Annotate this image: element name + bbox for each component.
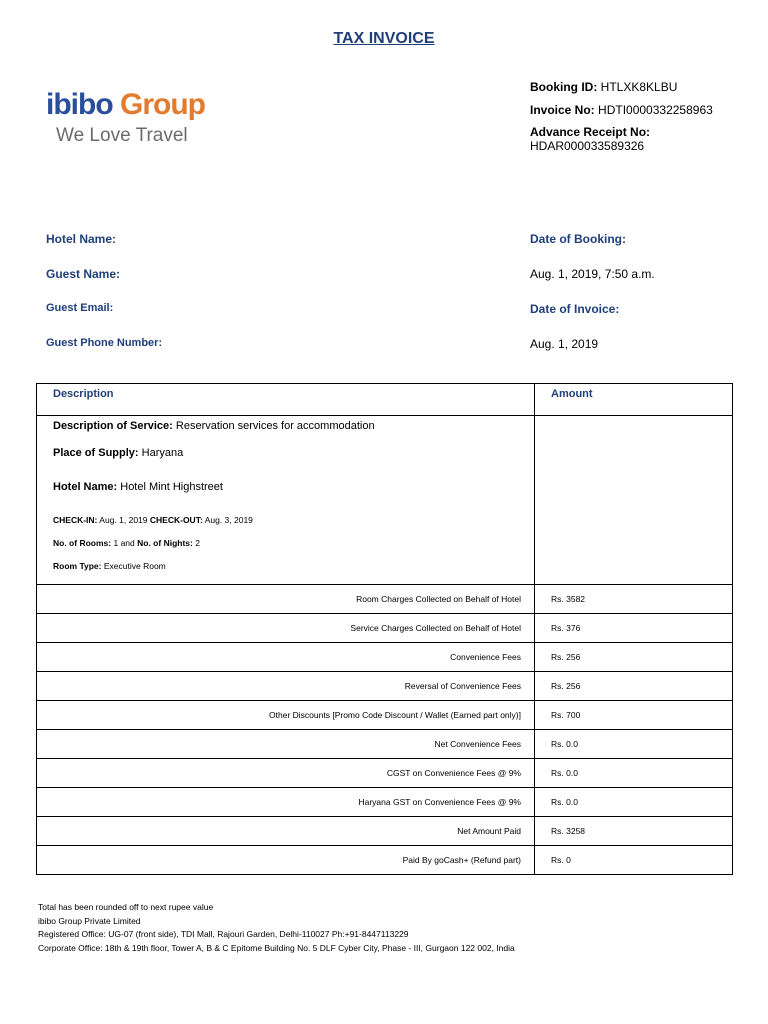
footer-line: ibibo Group Private Limited xyxy=(38,915,141,926)
row-label: Reversal of Convenience Fees xyxy=(37,672,535,701)
logo-word-group: Group xyxy=(120,88,205,121)
row-amount: Rs. 0 xyxy=(535,846,733,875)
row-label: Service Charges Collected on Behalf of Hotel xyxy=(37,614,535,643)
invoice-no-value: HDTI0000332258963 xyxy=(598,103,713,117)
advance-receipt-value: HDAR000033589326 xyxy=(530,139,645,153)
invoice-title: TAX INVOICE xyxy=(333,30,435,47)
date-of-invoice-value: Aug. 1, 2019 xyxy=(530,337,599,351)
logo-word-ibibo: ibibo xyxy=(46,88,113,121)
table-header-row xyxy=(37,384,733,416)
rooms-and-nights: No. of Rooms: 1 and No. of Nights: 2 xyxy=(53,538,200,548)
row-label: Haryana GST on Convenience Fees @ 9% xyxy=(37,788,535,817)
ibibo-group-logo xyxy=(46,88,205,149)
service-details-cell xyxy=(37,416,535,585)
date-of-booking-label: Date of Booking: xyxy=(530,232,626,246)
booking-id xyxy=(530,80,677,94)
table-row xyxy=(37,817,733,846)
advance-receipt-label: Advance Receipt No: xyxy=(530,125,651,139)
row-amount: Rs. 700 xyxy=(535,701,733,730)
header-amount: Amount xyxy=(535,384,733,416)
check-in-out: CHECK-IN: Aug. 1, 2019 CHECK-OUT: Aug. 3, 2019 xyxy=(53,515,253,525)
row-label: Other Discounts [Promo Code Discount / Wallet (Earned part only)] xyxy=(37,701,535,730)
footer-line: Total has been rounded off to next rupee value xyxy=(38,902,214,912)
place-of-supply: Place of Supply: Haryana xyxy=(53,447,184,459)
hotel-name-label: Hotel Name: xyxy=(46,232,117,246)
guest-name-label: Guest Name: xyxy=(46,267,121,281)
row-amount: Rs. 3582 xyxy=(535,585,733,614)
table-row xyxy=(37,759,733,788)
footer-line: Corporate Office: 18th & 19th floor, Tower A, B & C Epitome Building No. 5 DLF Cyber City, Phase - III, Gurgaon 122 002, India xyxy=(38,942,515,953)
table-row xyxy=(37,846,733,875)
invoice-table xyxy=(36,383,733,875)
guest-email-label: Guest Email: xyxy=(46,302,114,314)
date-of-booking-value: Aug. 1, 2019, 7:50 a.m. xyxy=(530,267,655,281)
row-amount: Rs. 0.0 xyxy=(535,730,733,759)
row-amount: Rs. 0.0 xyxy=(535,788,733,817)
table-row xyxy=(37,701,733,730)
row-label: Paid By goCash+ (Refund part) xyxy=(37,846,535,875)
table-row xyxy=(37,614,733,643)
table-row xyxy=(37,730,733,759)
row-label: Convenience Fees xyxy=(37,643,535,672)
table-row xyxy=(37,788,733,817)
table-row xyxy=(37,672,733,701)
booking-id-label: Booking ID: xyxy=(530,80,598,94)
details-amount-cell xyxy=(535,416,733,585)
hotel-name: Hotel Name: Hotel Mint Highstreet xyxy=(53,481,223,493)
guest-phone-label: Guest Phone Number: xyxy=(46,337,163,349)
row-amount: Rs. 256 xyxy=(535,672,733,701)
row-label: CGST on Convenience Fees @ 9% xyxy=(37,759,535,788)
footer-notes xyxy=(38,901,515,955)
row-amount: Rs. 376 xyxy=(535,614,733,643)
row-label: Net Amount Paid xyxy=(37,817,535,846)
row-amount: Rs. 3258 xyxy=(535,817,733,846)
invoice-no xyxy=(530,103,713,117)
table-row xyxy=(37,643,733,672)
date-of-invoice-label: Date of Invoice: xyxy=(530,302,620,316)
header-description: Description xyxy=(37,384,535,416)
service-description: Description of Service: Reservation services for accommodation xyxy=(53,420,375,432)
booking-id-value: HTLXK8KLBU xyxy=(600,80,678,94)
row-label: Net Convenience Fees xyxy=(37,730,535,759)
row-label: Room Charges Collected on Behalf of Hotel xyxy=(37,585,535,614)
room-type: Room Type: Executive Room xyxy=(53,561,166,571)
table-row xyxy=(37,585,733,614)
invoice-no-label: Invoice No: xyxy=(530,103,595,117)
row-amount: Rs. 256 xyxy=(535,643,733,672)
details-row xyxy=(37,416,733,585)
logo-tagline: We Love Travel xyxy=(56,125,188,146)
row-amount: Rs. 0.0 xyxy=(535,759,733,788)
advance-receipt xyxy=(530,125,650,153)
footer-line: Registered Office: UG-07 (front side), TDI Mall, Rajouri Garden, Delhi-110027 Ph:+91-8447113229 xyxy=(38,929,409,939)
